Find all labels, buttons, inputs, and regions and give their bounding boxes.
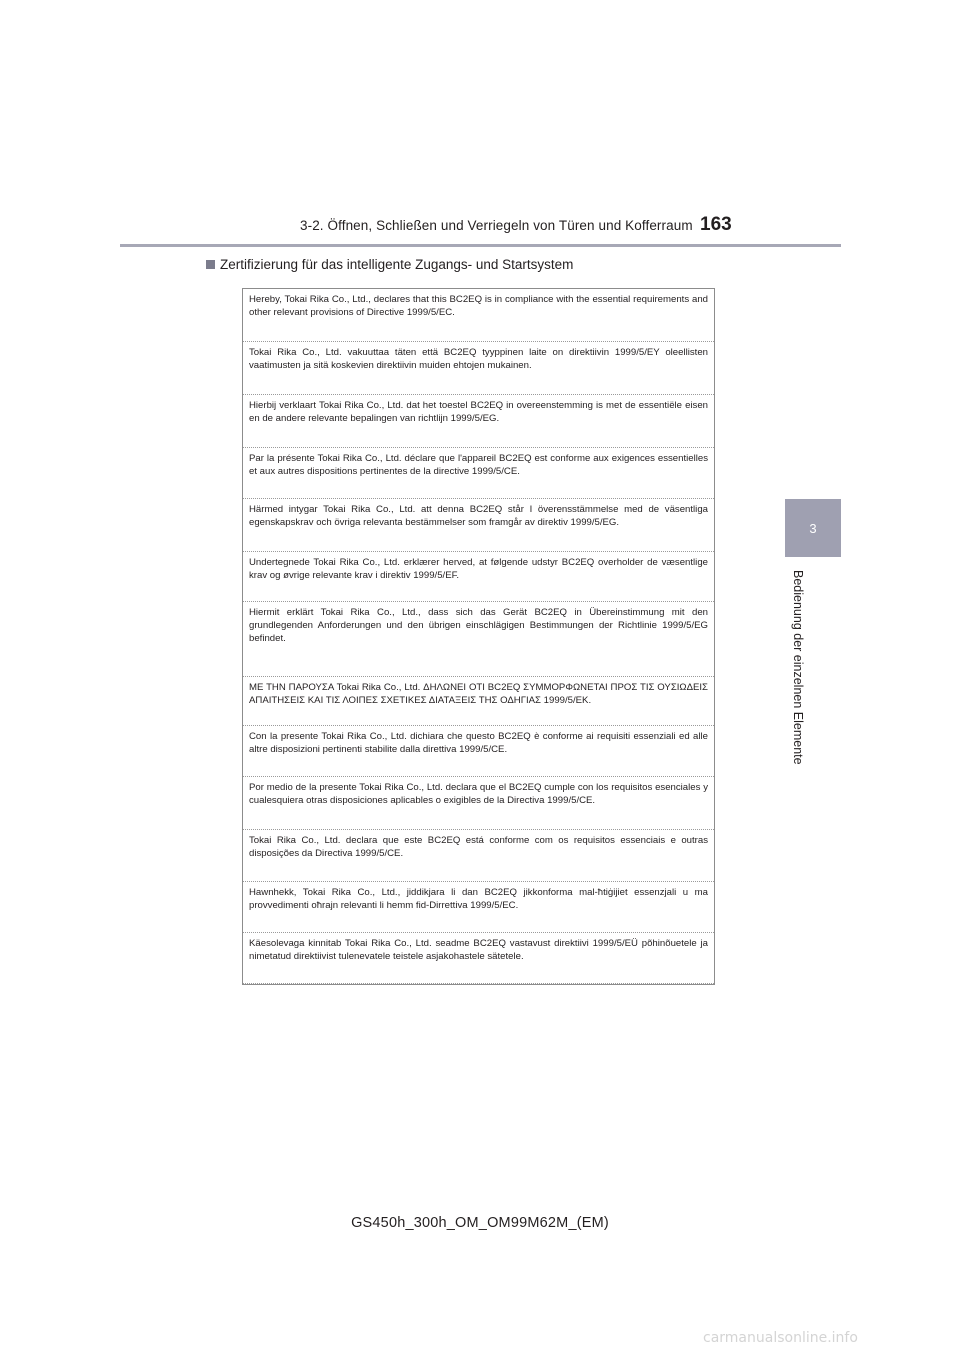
- declaration-el: ΜΕ ΤΗΝ ΠΑΡΟΥΣΑ Tokai Rika Co., Ltd. ΔΗΛΩΝΕΙ ΟΤΙ BC2EQ ΣΥΜΜΟΡΦΩΝΕΤΑΙ ΠΡΟΣ ΤΙΣ ΟΥΣΙΩΔΕΙΣ ΑΠΑΙΤΗΣΕΙΣ ΚΑΙ ΤΙΣ ΛΟΙΠΕΣ ΣΧΕΤΙΚΕΣ ΔΙΑΤΑΞΕΙΣ ΤΗΣ ΟΔΗΓΙΑΣ 1999/5/ΕΚ.: [243, 677, 714, 726]
- section-heading-text: Zertifizierung für das intelligente Zugangs- und Startsystem: [220, 257, 574, 272]
- watermark: carmanualsonline.info: [703, 1330, 858, 1346]
- footer-document-code: GS450h_300h_OM_OM99M62M_(EM): [351, 1215, 609, 1231]
- square-bullet-icon: [206, 260, 215, 269]
- chapter-side-label: Bedienung der einzelnen Elemente: [791, 570, 805, 765]
- declaration-pt: Tokai Rika Co., Ltd. declara que este BC2EQ está conforme com os requisitos essenciais e outras disposições da Directiva 1999/5/CE.: [243, 830, 714, 882]
- declaration-sv: Härmed intygar Tokai Rika Co., Ltd. att denna BC2EQ står I överensstämmelse med de väsentliga egenskapskrav och övriga relevanta bestämmelser som framgår av direktiv 1999/5/EG.: [243, 499, 714, 552]
- declaration-de: Hiermit erklärt Tokai Rika Co., Ltd., dass sich das Gerät BC2EQ in Übereinstimmung mit den grundlegenden Anforderungen und den übrigen einschlägigen Bestimmungen der Richtlinie 1999/5/EG befindet.: [243, 602, 714, 677]
- declaration-it: Con la presente Tokai Rika Co., Ltd. dichiara che questo BC2EQ è conforme ai requisiti essenziali ed alle altre disposizioni pertinenti stabilite dalla direttiva 1999/5/CE.: [243, 726, 714, 777]
- declaration-box: [242, 288, 715, 985]
- chapter-tab: [785, 499, 841, 557]
- declaration-da: Undertegnede Tokai Rika Co., Ltd. erklærer herved, at følgende udstyr BC2EQ overholder de væsentlige krav og øvrige relevante krav i direktiv 1999/5/EF.: [243, 552, 714, 602]
- running-header-title: 3-2. Öffnen, Schließen und Verriegeln von Türen und Kofferraum: [300, 218, 693, 233]
- page-number: 163: [700, 214, 732, 235]
- declaration-en: Hereby, Tokai Rika Co., Ltd., declares that this BC2EQ is in compliance with the essential requirements and other relevant provisions of Directive 1999/5/EC.: [243, 289, 714, 342]
- declaration-es: Por medio de la presente Tokai Rika Co., Ltd. declara que el BC2EQ cumple con los requisitos esenciales y cualesquiera otras disposiciones aplicables o exigibles de la Directiva 1999/5/CE.: [243, 777, 714, 830]
- chapter-number: 3: [809, 520, 817, 536]
- section-heading: [206, 257, 573, 272]
- declaration-fi: Tokai Rika Co., Ltd. vakuuttaa täten että BC2EQ tyyppinen laite on direktiivin 1999/5/EY oleellisten vaatimusten ja sitä koskevien direktiivin muiden ehtojen mukainen.: [243, 342, 714, 395]
- header-rule: [120, 244, 841, 247]
- declaration-fr: Par la présente Tokai Rika Co., Ltd. déclare que l'appareil BC2EQ est conforme aux exigences essentielles et aux autres dispositions pertinentes de la directive 1999/5/CE.: [243, 448, 714, 499]
- declaration-mt: Hawnhekk, Tokai Rika Co., Ltd., jiddikjara li dan BC2EQ jikkonforma mal-ħtiġijiet essenzjali u ma provvedimenti oħrajn relevanti li hemm fid-Dirrettiva 1999/5/EC.: [243, 882, 714, 933]
- declaration-et: Käesolevaga kinnitab Tokai Rika Co., Ltd. seadme BC2EQ vastavust direktiivi 1999/5/EÜ põhinõuetele ja nimetatud direktiivist tulenevatele teistele asjakohastele sätetele.: [243, 933, 714, 984]
- declaration-nl: Hierbij verklaart Tokai Rika Co., Ltd. dat het toestel BC2EQ in overeenstemming is met de essentiële eisen en de andere relevante bepalingen van richtlijn 1999/5/EG.: [243, 395, 714, 448]
